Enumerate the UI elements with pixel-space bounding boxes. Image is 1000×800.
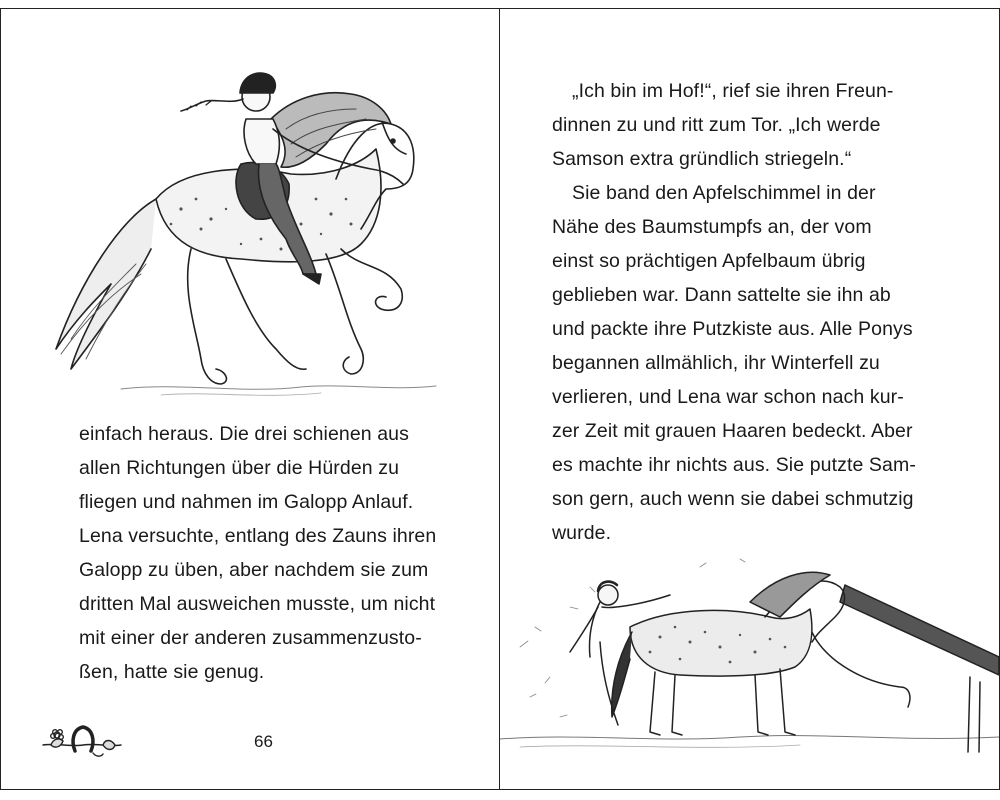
text-line: mit einer der anderen zusammenzusto- <box>79 627 422 649</box>
text-line: geblieben war. Dann sattelte sie ihn ab <box>552 284 891 306</box>
text-line: fliegen und nahmen im Galopp Anlauf. <box>79 491 414 513</box>
text-line: ßen, hatte sie genug. <box>79 661 265 683</box>
text-line: wurde. <box>552 522 612 544</box>
text-line: son gern, auch wenn sie dabei schmutzig <box>552 488 914 510</box>
left-page <box>0 9 499 789</box>
book-spread <box>0 8 1000 790</box>
text-line: zer Zeit mit grauen Haaren bedeckt. Aber <box>552 420 913 442</box>
text-line: dinnen zu und ritt zum Tor. „Ich werde <box>552 114 881 136</box>
text-line: „Ich bin im Hof!“, rief sie ihren Freun- <box>572 80 894 102</box>
text-line: Sie band den Apfelschimmel in der <box>572 182 876 204</box>
horseshoe-flower-ornament-icon <box>41 721 123 761</box>
right-page <box>499 9 1000 789</box>
girl-riding-pony-illustration <box>41 49 446 409</box>
text-line: Galopp zu üben, aber nachdem sie zum <box>79 559 429 581</box>
text-line: Samson extra gründlich striegeln.“ <box>552 148 852 170</box>
text-line: begannen allmählich, ihr Winterfell zu <box>552 352 880 374</box>
text-line: dritten Mal ausweichen musste, um nicht <box>79 593 436 615</box>
text-line: einst so prächtigen Apfelbaum übrig <box>552 250 866 272</box>
text-line: einfach heraus. Die drei schienen aus <box>79 423 409 445</box>
girl-grooming-pony-illustration <box>500 547 999 759</box>
right-page-text <box>552 74 916 550</box>
text-line: Nähe des Baumstumpfs an, der vom <box>552 216 872 238</box>
page-number: 66 <box>254 732 273 751</box>
text-line: Lena versuchte, entlang des Zauns ihren <box>79 525 437 547</box>
text-line: allen Richtungen über die Hürden zu <box>79 457 400 479</box>
left-page-text <box>79 417 436 689</box>
text-line: verlieren, und Lena war schon nach kur- <box>552 386 904 408</box>
text-line: es machte ihr nichts aus. Sie putzte Sam- <box>552 454 916 476</box>
text-line: und packte ihre Putzkiste aus. Alle Ponys <box>552 318 913 340</box>
